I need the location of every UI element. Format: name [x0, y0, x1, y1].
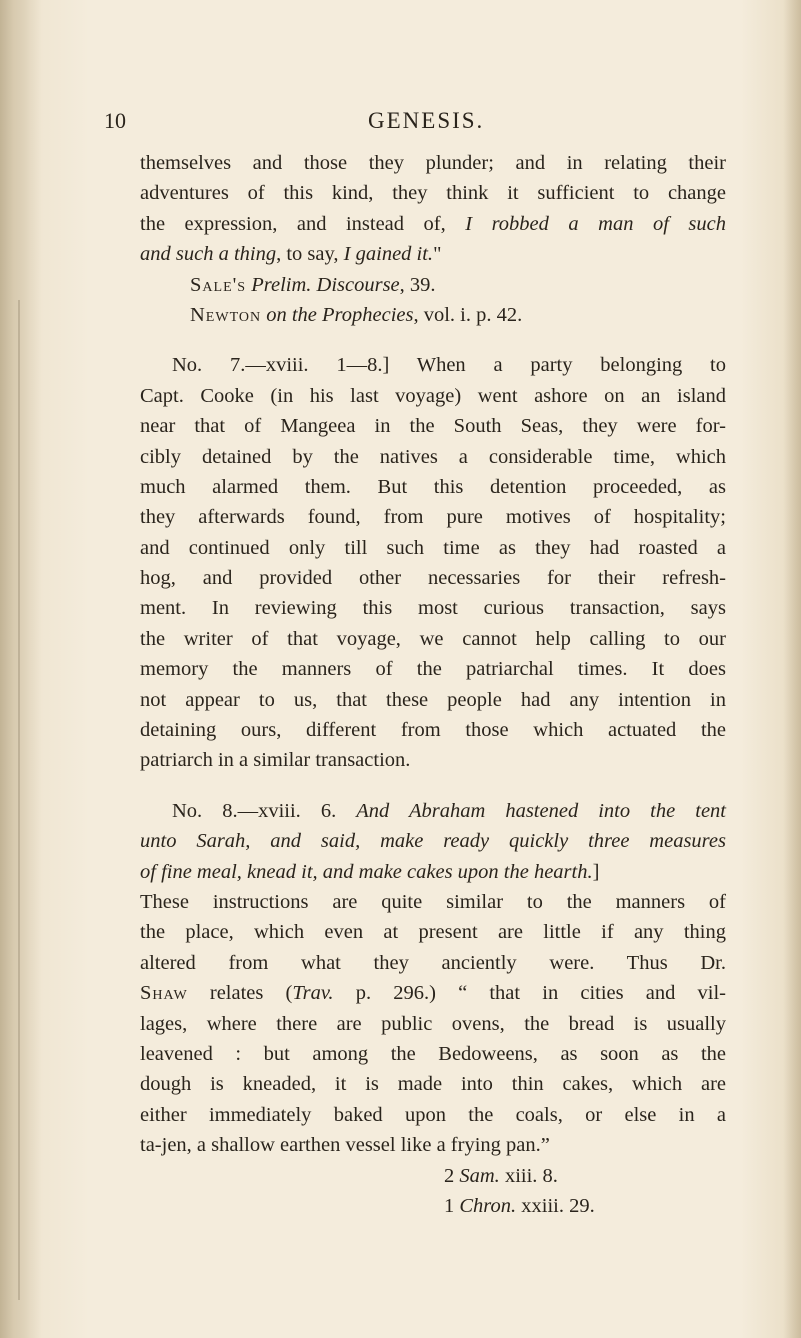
citation-line: 2 Sam. xiii. 8. — [444, 1164, 558, 1187]
binding-gutter — [0, 0, 42, 1338]
text-line: themselves and those they plunder; and in relating their — [140, 152, 726, 174]
citation-line: Sale's Prelim. Discourse, 39. — [190, 273, 436, 296]
text-line: the expression, and instead of, I robbed a man of such — [140, 212, 726, 235]
text-line: Shaw relates (Trav. p. 296.) “ that in cities and vil- — [140, 982, 726, 1005]
text-line: No. 7.—xviii. 1—8.] When a party belonging to — [172, 354, 726, 377]
running-head: GENESIS. — [368, 108, 485, 133]
text-line: detaining ours, different from those which actuated the — [140, 719, 726, 742]
text-line: These instructions are quite similar to the manners of — [140, 890, 726, 913]
text-line: adventures of this kind, they think it sufficient to change — [140, 182, 726, 205]
text-line: cibly detained by the natives a considerable time, which — [140, 445, 726, 468]
text-line: much alarmed them. But this detention proceeded, as — [140, 475, 726, 498]
text-line: leavened : but among the Bedoweens, as soon as the — [140, 1042, 726, 1065]
gutter-crease — [18, 300, 20, 1300]
text-line: No. 8.—xviii. 6. And Abraham hastened into the tent — [172, 799, 726, 822]
text-line: altered from what they anciently were. Thus Dr. — [140, 951, 726, 974]
text-line: and continued only till such time as they had roasted a — [140, 536, 726, 559]
text-line: of fine meal, knead it, and make cakes upon the hearth.] — [140, 860, 600, 883]
citation-line: Newton on the Prophecies, vol. i. p. 42. — [190, 303, 523, 326]
text-line: not appear to us, that these people had any intention in — [140, 688, 726, 711]
text-line: and such a thing, to say, I gained it." — [140, 243, 442, 266]
text-line: they afterwards found, from pure motives of hospitality; — [140, 506, 726, 529]
text-line: either immediately baked upon the coals, or else in a — [140, 1103, 726, 1126]
text-line: lages, where there are public ovens, the bread is usually — [140, 1012, 726, 1035]
text-line: ment. In reviewing this most curious transaction, says — [140, 597, 726, 620]
text-line: memory the manners of the patriarchal times. It does — [140, 658, 726, 681]
text-line: near that of Mangeea in the South Seas, they were for- — [140, 415, 726, 438]
text-line: hog, and provided other necessaries for their refresh- — [140, 567, 726, 590]
text-line: Capt. Cooke (in his last voyage) went ashore on an island — [140, 384, 726, 407]
citation-line: 1 Chron. xxiii. 29. — [444, 1194, 595, 1217]
text-line: ta-jen, a shallow earthen vessel like a frying pan.” — [140, 1134, 550, 1157]
text-line: dough is kneaded, it is made into thin cakes, which are — [140, 1073, 726, 1096]
page-header — [104, 108, 704, 138]
body-text — [140, 148, 726, 1221]
text-line: the writer of that voyage, we cannot help calling to our — [140, 627, 726, 650]
page-edge-shadow — [783, 0, 801, 1338]
text-line: the place, which even at present are little if any thing — [140, 921, 726, 944]
text-line: unto Sarah, and said, make ready quickly three measures — [140, 830, 726, 853]
text-line: patriarch in a similar transaction. — [140, 749, 411, 772]
page-number: 10 — [104, 108, 126, 133]
